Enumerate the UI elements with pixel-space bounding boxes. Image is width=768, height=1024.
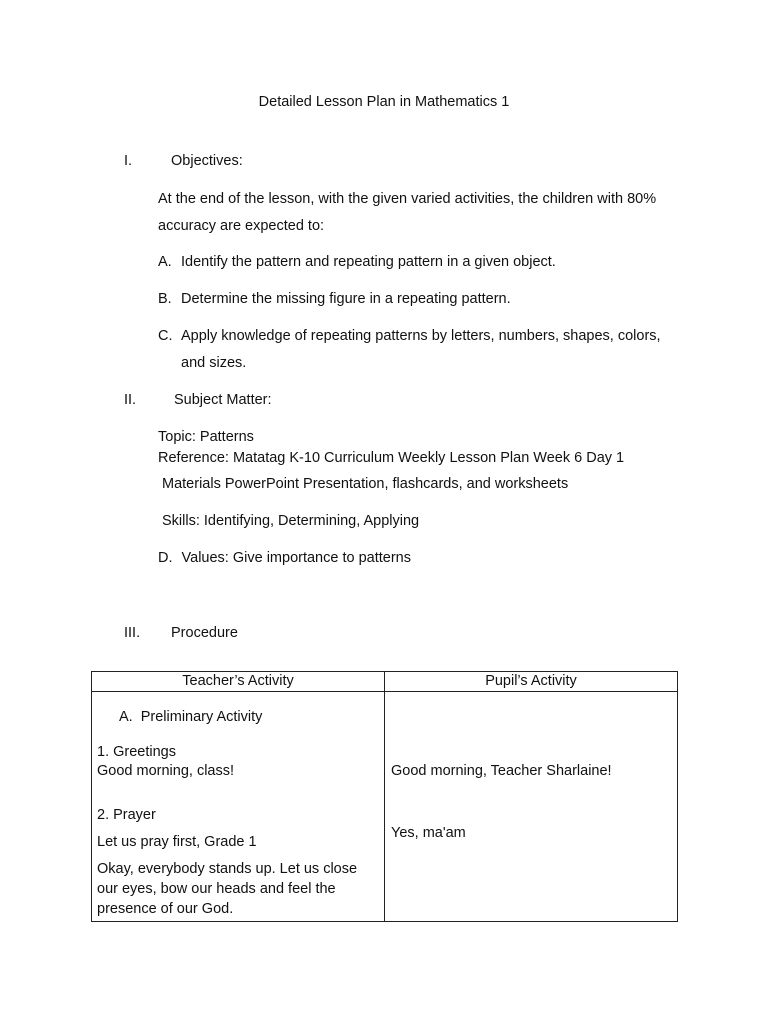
section-number-procedure: III. bbox=[124, 625, 141, 641]
skills-line bbox=[162, 513, 419, 529]
materials-line bbox=[162, 476, 568, 492]
table-row bbox=[92, 692, 678, 922]
header-teachers-activity: Teacher’s Activity bbox=[92, 672, 385, 692]
objectives-intro-line-2: accuracy are expected to: bbox=[158, 218, 325, 234]
objective-text-c-line-1: Apply knowledge of repeating patterns by letters, numbers, shapes, colors, bbox=[181, 328, 661, 344]
values-line bbox=[158, 550, 411, 566]
values-value: Give importance to patterns bbox=[228, 550, 411, 566]
pupil-prayer-reply: Yes, ma'am bbox=[391, 825, 466, 841]
section-number-objectives: I. bbox=[124, 153, 133, 169]
objective-text-b: Determine the missing figure in a repeating pattern. bbox=[181, 291, 511, 307]
preliminary-activity-label: Preliminary Activity bbox=[140, 709, 263, 725]
page-title: Detailed Lesson Plan in Mathematics 1 bbox=[258, 94, 510, 110]
greetings-label: 1. Greetings bbox=[97, 744, 176, 760]
section-label-objectives: Objectives: bbox=[171, 153, 243, 169]
prayer-label: 2. Prayer bbox=[97, 807, 156, 823]
prayer-instruction-line-2: our eyes, bow our heads and feel the bbox=[97, 881, 336, 897]
topic-line bbox=[158, 429, 254, 445]
objective-text-a: Identify the pattern and repeating pattern in a given object. bbox=[181, 254, 556, 270]
pupil-greeting-reply: Good morning, Teacher Sharlaine! bbox=[391, 763, 612, 779]
topic-label: Topic: bbox=[158, 429, 196, 445]
values-label: Values: bbox=[181, 550, 229, 566]
reference-line bbox=[158, 450, 624, 466]
objective-letter-c: C. bbox=[158, 328, 173, 344]
prayer-text: Let us pray first, Grade 1 bbox=[97, 834, 257, 850]
skills-value: Identifying, Determining, Applying bbox=[199, 513, 420, 529]
table-header-row bbox=[92, 672, 678, 692]
objective-text-c-line-2: and sizes. bbox=[181, 355, 247, 371]
materials-label: Materials bbox=[162, 476, 221, 492]
section-number-subject-matter: II. bbox=[124, 392, 137, 408]
section-label-procedure: Procedure bbox=[171, 625, 238, 641]
objective-letter-a: A. bbox=[158, 254, 172, 270]
preliminary-activity-letter: A. bbox=[119, 709, 133, 725]
procedure-table bbox=[91, 671, 678, 922]
prayer-instruction-line-3: presence of our God. bbox=[97, 901, 234, 917]
skills-label: Skills: bbox=[162, 513, 200, 529]
objectives-intro-line-1: At the end of the lesson, with the given varied activities, the children with 80% bbox=[158, 191, 657, 207]
section-label-subject-matter: Subject Matter: bbox=[174, 392, 272, 408]
topic-value: Patterns bbox=[195, 429, 254, 445]
pupil-activity-cell bbox=[385, 692, 678, 922]
values-letter: D. bbox=[158, 550, 173, 566]
greetings-text: Good morning, class! bbox=[97, 763, 235, 779]
prayer-instruction-line-1: Okay, everybody stands up. Let us close bbox=[97, 861, 358, 877]
objective-letter-b: B. bbox=[158, 291, 172, 307]
preliminary-activity-heading bbox=[119, 709, 262, 725]
header-pupils-activity: Pupil’s Activity bbox=[385, 672, 678, 692]
reference-value: : Matatag K-10 Curriculum Weekly Lesson Plan Week 6 Day 1 bbox=[224, 450, 625, 466]
reference-label: Reference bbox=[158, 450, 225, 466]
teacher-activity-cell bbox=[92, 692, 385, 922]
materials-value: PowerPoint Presentation, flashcards, and worksheets bbox=[220, 476, 569, 492]
